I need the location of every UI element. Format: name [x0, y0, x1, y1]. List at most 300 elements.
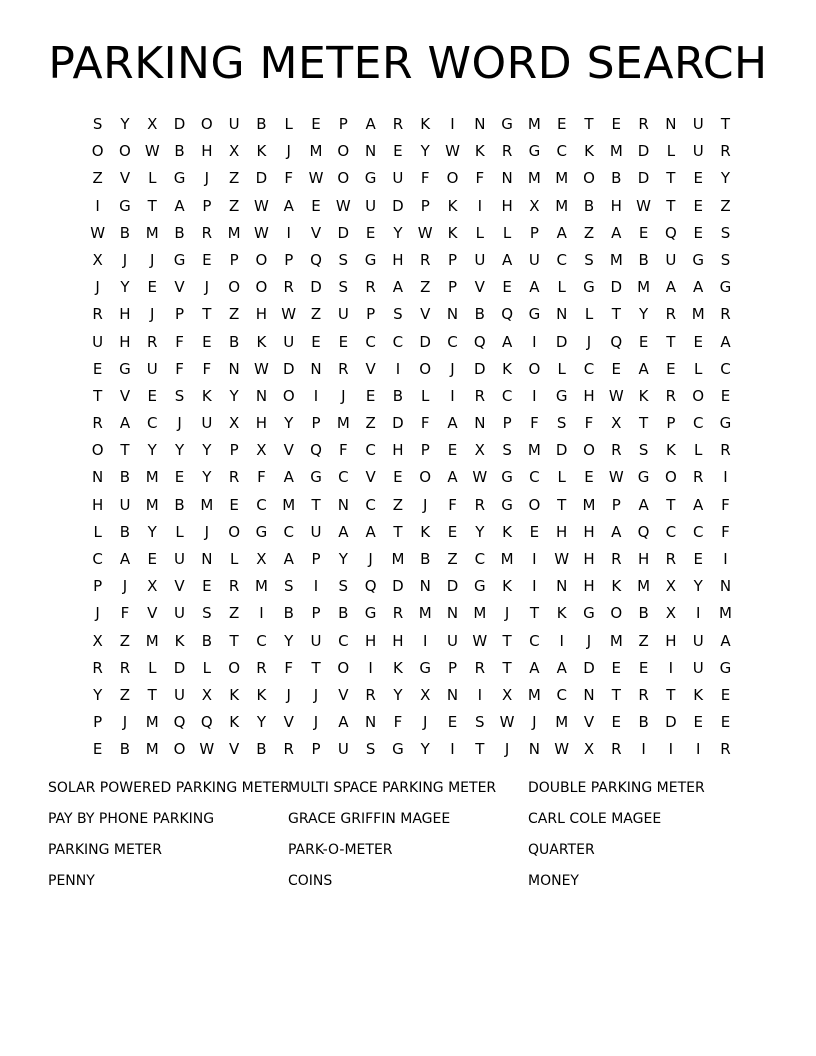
grid-letter: J — [422, 495, 428, 514]
grid-letter: W — [417, 223, 433, 242]
grid-letter: O — [583, 169, 595, 188]
grid-letter: C — [692, 522, 704, 541]
grid-letter: I — [313, 386, 319, 405]
grid-letter: R — [611, 441, 622, 460]
grid-letter: P — [529, 223, 539, 242]
grid-letter: U — [528, 250, 540, 269]
grid-letter: L — [557, 359, 566, 378]
grid-letter: Z — [365, 414, 376, 433]
grid-letter: G — [473, 577, 486, 596]
grid-letter: T — [311, 658, 321, 677]
grid-letter: U — [174, 685, 186, 704]
grid-letter: P — [420, 196, 430, 215]
grid-letter: N — [446, 685, 459, 704]
grid-letter: B — [119, 522, 131, 541]
grid-letter: M — [527, 169, 541, 188]
grid-letter: R — [419, 250, 431, 269]
grid-letter: K — [556, 604, 567, 623]
grid-letter: E — [311, 196, 321, 215]
grid-letter: O — [692, 386, 705, 405]
grid-letter: R — [638, 685, 649, 704]
grid-letter: P — [229, 250, 239, 269]
grid-letter: T — [666, 332, 676, 351]
grid-letter: U — [337, 740, 349, 759]
grid-letter: A — [611, 223, 622, 242]
grid-letter: R — [92, 305, 103, 324]
grid-letter: C — [256, 631, 267, 650]
page-title: PARKING METER WORD SEARCH — [48, 38, 768, 89]
grid-letter: F — [175, 332, 184, 351]
grid-letter: U — [392, 169, 404, 188]
grid-letter: P — [175, 305, 185, 324]
grid-letter: J — [122, 577, 128, 596]
grid-letter: T — [147, 685, 157, 704]
grid-letter: U — [365, 196, 377, 215]
grid-letter: H — [610, 196, 622, 215]
grid-letter: N — [337, 495, 349, 514]
grid-letter: C — [529, 631, 540, 650]
grid-letter: E — [720, 713, 731, 732]
grid-letter: K — [256, 332, 267, 351]
grid-letter: G — [719, 658, 732, 677]
grid-letter: M — [691, 305, 705, 324]
grid-letter: I — [286, 223, 291, 242]
grid-letter: W — [308, 169, 324, 188]
grid-letter: C — [365, 495, 376, 514]
grid-letter: Y — [147, 522, 157, 541]
grid-letter: R — [119, 658, 131, 677]
grid-letter: X — [583, 740, 595, 759]
grid-letter: J — [450, 359, 455, 378]
grid-letter: K — [638, 386, 649, 405]
grid-letter: X — [256, 550, 267, 568]
grid-letter: O — [119, 142, 131, 161]
grid-letter: T — [529, 604, 539, 623]
grid-letter: N — [419, 577, 431, 596]
grid-letter: S — [92, 115, 103, 133]
grid-letter: O — [419, 359, 432, 378]
grid-letter: U — [692, 631, 704, 650]
word-list-item: SOLAR POWERED PARKING METER — [48, 780, 290, 796]
grid-letter: C — [447, 332, 458, 351]
grid-letter: D — [555, 332, 568, 351]
grid-letter: X — [665, 604, 677, 623]
grid-letter: R — [474, 386, 486, 405]
grid-letter: A — [638, 359, 649, 378]
grid-letter: D — [392, 196, 404, 215]
word-list-item: MULTI SPACE PARKING METER — [288, 780, 497, 796]
grid-letter: J — [204, 278, 210, 297]
grid-letter: M — [418, 604, 432, 623]
grid-letter: S — [720, 250, 731, 269]
grid-letter: X — [420, 685, 431, 704]
grid-letter: B — [583, 196, 595, 215]
grid-letter: R — [283, 740, 294, 759]
grid-letter: V — [365, 468, 376, 487]
grid-letter: U — [174, 604, 186, 623]
grid-letter: K — [256, 685, 267, 704]
grid-letter: I — [450, 740, 455, 759]
grid-letter: F — [420, 414, 430, 433]
grid-letter: M — [637, 577, 651, 596]
grid-letter: X — [92, 631, 103, 650]
grid-letter: H — [392, 631, 404, 650]
grid-letter: Y — [393, 685, 403, 704]
grid-letter: I — [368, 658, 373, 677]
grid-letter: K — [474, 142, 485, 161]
grid-letter: C — [392, 332, 404, 351]
grid-letter: Y — [338, 550, 348, 568]
grid-letter: E — [147, 386, 157, 405]
grid-letter: M — [145, 713, 159, 732]
grid-letter: Y — [174, 441, 185, 460]
grid-letter: G — [501, 495, 513, 514]
grid-letter: N — [665, 115, 677, 133]
grid-letter: C — [665, 522, 677, 541]
grid-letter: M — [582, 495, 596, 514]
grid-letter: A — [529, 278, 540, 297]
grid-letter: G — [583, 604, 595, 623]
grid-letter: H — [583, 550, 595, 568]
grid-letter: L — [557, 468, 566, 487]
grid-letter: H — [119, 332, 131, 351]
grid-letter: Z — [228, 604, 240, 623]
grid-letter: I — [723, 468, 728, 487]
grid-letter: G — [173, 250, 186, 269]
grid-letter: I — [422, 631, 428, 650]
grid-letter: F — [284, 169, 294, 188]
grid-letter: E — [147, 278, 157, 297]
grid-letter: P — [93, 713, 103, 732]
grid-letter: X — [474, 441, 485, 460]
grid-letter: X — [611, 414, 622, 433]
grid-letter: S — [584, 250, 594, 269]
grid-letter: P — [611, 495, 621, 514]
grid-letter: Y — [420, 142, 430, 161]
grid-letter: Y — [120, 278, 130, 297]
word-list-item: CARL COLE MAGEE — [528, 811, 662, 827]
grid-letter: A — [720, 332, 731, 351]
grid-letter: F — [175, 359, 184, 378]
grid-letter: C — [338, 468, 349, 487]
grid-letter: X — [228, 414, 240, 433]
grid-letter: K — [502, 522, 513, 541]
grid-letter: U — [337, 305, 349, 324]
grid-letter: X — [147, 115, 158, 133]
grid-letter: A — [556, 658, 567, 677]
word-list-item: PARK-O-METER — [288, 842, 393, 858]
grid-letter: N — [365, 713, 377, 732]
grid-letter: G — [119, 359, 131, 378]
grid-letter: O — [255, 278, 268, 297]
grid-letter: U — [692, 142, 704, 161]
grid-letter: E — [502, 278, 512, 297]
grid-letter: B — [201, 631, 212, 650]
grid-letter: R — [501, 142, 513, 161]
grid-letter: E — [666, 359, 676, 378]
grid-letter: L — [694, 359, 703, 378]
grid-letter: B — [174, 495, 185, 514]
grid-letter: V — [174, 577, 185, 596]
grid-letter: I — [559, 631, 564, 650]
grid-letter: U — [474, 250, 486, 269]
grid-letter: K — [665, 441, 676, 460]
grid-letter: R — [692, 468, 704, 487]
grid-letter: E — [202, 250, 212, 269]
grid-letter: G — [364, 169, 377, 188]
grid-letter: T — [666, 685, 676, 704]
grid-letter: N — [556, 577, 568, 596]
grid-letter: X — [665, 577, 677, 596]
grid-letter: D — [255, 169, 268, 188]
grid-letter: Y — [147, 441, 157, 460]
grid-letter: L — [557, 278, 566, 297]
grid-letter: J — [504, 740, 510, 759]
grid-letter: K — [392, 658, 403, 677]
grid-letter: K — [502, 577, 513, 596]
grid-letter: P — [93, 577, 103, 596]
grid-letter: D — [337, 223, 350, 242]
word-list-item: PAY BY PHONE PARKING — [48, 811, 215, 827]
grid-letter: R — [283, 278, 294, 297]
grid-letter: M — [527, 685, 541, 704]
grid-letter: S — [502, 441, 512, 460]
grid-letter: X — [92, 250, 103, 269]
grid-letter: Y — [202, 441, 212, 460]
grid-letter: G — [555, 386, 568, 405]
grid-letter: D — [446, 577, 459, 596]
grid-letter: R — [720, 441, 731, 460]
grid-letter: K — [201, 386, 212, 405]
grid-letter: E — [229, 495, 239, 514]
word-list-item: PENNY — [48, 873, 95, 889]
grid-letter: E — [584, 468, 594, 487]
grid-letter: O — [91, 441, 104, 460]
grid-letter: S — [202, 604, 212, 623]
grid-letter: U — [692, 115, 704, 133]
grid-letter: G — [719, 278, 732, 297]
grid-letter: X — [529, 196, 540, 215]
grid-letter: K — [229, 685, 240, 704]
grid-letter: J — [313, 685, 319, 704]
grid-letter: A — [119, 414, 131, 433]
grid-letter: Y — [93, 685, 103, 704]
grid-letter: H — [364, 631, 377, 650]
grid-letter: M — [145, 740, 159, 759]
grid-letter: H — [665, 631, 677, 650]
grid-letter: V — [583, 713, 595, 732]
grid-letter: M — [145, 631, 159, 650]
grid-letter: P — [447, 250, 458, 269]
grid-letter: P — [420, 441, 430, 460]
grid-letter: A — [529, 658, 540, 677]
grid-letter: E — [693, 223, 703, 242]
grid-letter: X — [201, 685, 212, 704]
grid-letter: Z — [228, 169, 240, 188]
grid-letter: J — [586, 332, 592, 351]
grid-letter: S — [283, 577, 294, 596]
grid-letter: Z — [638, 631, 649, 650]
grid-letter: E — [365, 386, 376, 405]
word-list — [48, 776, 768, 900]
grid-letter: N — [228, 359, 240, 378]
grid-letter: R — [92, 414, 103, 433]
grid-letter: E — [693, 713, 703, 732]
grid-letter: L — [284, 115, 293, 133]
grid-letter: T — [720, 115, 731, 133]
grid-letter: P — [284, 250, 294, 269]
grid-letter: B — [338, 604, 349, 623]
grid-letter: O — [228, 278, 241, 297]
grid-letter: M — [637, 278, 651, 297]
grid-letter: A — [392, 278, 404, 297]
grid-letter: H — [392, 441, 404, 460]
grid-letter: J — [204, 522, 210, 541]
grid-letter: G — [392, 740, 404, 759]
grid-letter: U — [692, 658, 704, 677]
grid-letter: O — [610, 604, 623, 623]
grid-letter: K — [174, 631, 185, 650]
grid-letter: D — [665, 713, 677, 732]
grid-letter: N — [474, 115, 486, 133]
word-list-item: GRACE GRIFFIN MAGEE — [288, 811, 451, 827]
grid-letter: M — [527, 115, 541, 133]
grid-letter: K — [447, 223, 458, 242]
grid-letter: I — [532, 386, 537, 405]
grid-letter: R — [665, 305, 677, 324]
grid-letter: Q — [364, 577, 377, 596]
grid-letter: Q — [173, 713, 186, 732]
grid-letter: O — [337, 169, 350, 188]
grid-letter: J — [286, 685, 291, 704]
grid-letter: E — [638, 332, 649, 351]
grid-letter: H — [201, 142, 213, 161]
grid-letter: T — [639, 414, 649, 433]
grid-letter: O — [282, 386, 295, 405]
grid-letter: P — [311, 550, 321, 568]
grid-letter: H — [255, 305, 268, 324]
grid-letter: Z — [228, 196, 240, 215]
grid-letter: P — [366, 305, 376, 324]
grid-letter: R — [392, 115, 404, 133]
grid-letter: P — [311, 740, 321, 759]
grid-letter: A — [338, 713, 349, 732]
grid-letter: Q — [501, 305, 513, 324]
grid-letter: E — [393, 468, 403, 487]
grid-letter: O — [583, 441, 595, 460]
grid-letter: F — [202, 359, 212, 378]
grid-letter: G — [364, 604, 377, 623]
grid-letter: D — [555, 441, 568, 460]
grid-letter: W — [608, 386, 624, 405]
word-list-item: MONEY — [528, 873, 579, 889]
grid-letter: Y — [475, 522, 485, 541]
grid-letter: M — [555, 713, 569, 732]
grid-letter: R — [720, 740, 731, 759]
grid-letter: F — [393, 713, 403, 732]
grid-letter: Z — [310, 305, 322, 324]
grid-letter: E — [638, 223, 649, 242]
grid-letter: B — [638, 250, 649, 269]
grid-letter: E — [147, 550, 157, 568]
grid-letter: B — [119, 223, 131, 242]
grid-letter: J — [313, 713, 319, 732]
grid-letter: R — [611, 550, 622, 568]
grid-letter: M — [500, 550, 514, 568]
grid-letter: C — [474, 550, 486, 568]
grid-letter: E — [338, 332, 349, 351]
grid-letter: J — [368, 550, 373, 568]
grid-letter: R — [365, 685, 376, 704]
grid-letter: F — [120, 604, 130, 623]
grid-letter: D — [474, 359, 486, 378]
grid-letter: F — [530, 414, 539, 433]
grid-letter: Q — [310, 441, 322, 460]
grid-letter: H — [583, 522, 595, 541]
grid-letter: A — [720, 631, 731, 650]
grid-letter: J — [532, 713, 537, 732]
grid-letter: W — [335, 196, 351, 215]
grid-letter: Q — [637, 522, 650, 541]
grid-letter: F — [584, 414, 594, 433]
grid-letter: W — [254, 359, 269, 378]
grid-letter: A — [283, 550, 294, 568]
grid-letter: C — [529, 468, 540, 487]
grid-letter: E — [693, 196, 703, 215]
grid-letter: B — [119, 740, 131, 759]
grid-letter: J — [177, 414, 182, 433]
grid-letter: L — [229, 550, 239, 568]
grid-letter: A — [119, 550, 131, 568]
grid-letter: Z — [392, 495, 404, 514]
grid-letter: K — [584, 142, 594, 161]
letter-grid — [84, 111, 739, 764]
grid-letter: B — [474, 305, 485, 324]
grid-letter: F — [284, 658, 294, 677]
grid-letter: A — [447, 414, 458, 433]
grid-letter: J — [422, 713, 428, 732]
grid-letter: Q — [310, 250, 322, 269]
grid-letter: D — [392, 577, 404, 596]
grid-letter: W — [554, 550, 570, 568]
grid-letter: M — [145, 223, 159, 242]
grid-letter: H — [637, 550, 650, 568]
grid-letter: V — [474, 278, 485, 297]
grid-letter: U — [146, 359, 158, 378]
grid-letter: D — [310, 278, 322, 297]
grid-letter: A — [447, 468, 458, 487]
grid-letter: B — [174, 223, 185, 242]
grid-letter: T — [120, 441, 130, 460]
grid-letter: J — [586, 631, 592, 650]
grid-letter: P — [666, 414, 676, 433]
grid-letter: R — [256, 658, 267, 677]
grid-letter: A — [556, 223, 567, 242]
grid-letter: I — [668, 740, 674, 759]
grid-letter: Y — [284, 414, 294, 433]
grid-letter: O — [337, 142, 350, 161]
grid-letter: E — [529, 522, 540, 541]
grid-letter: T — [666, 169, 676, 188]
grid-letter: Y — [202, 468, 212, 487]
grid-letter: G — [637, 468, 650, 487]
grid-letter: K — [256, 142, 267, 161]
grid-letter: E — [693, 332, 703, 351]
grid-letter: B — [638, 713, 649, 732]
grid-letter: B — [174, 142, 185, 161]
grid-letter: B — [256, 740, 267, 759]
grid-letter: M — [609, 250, 623, 269]
